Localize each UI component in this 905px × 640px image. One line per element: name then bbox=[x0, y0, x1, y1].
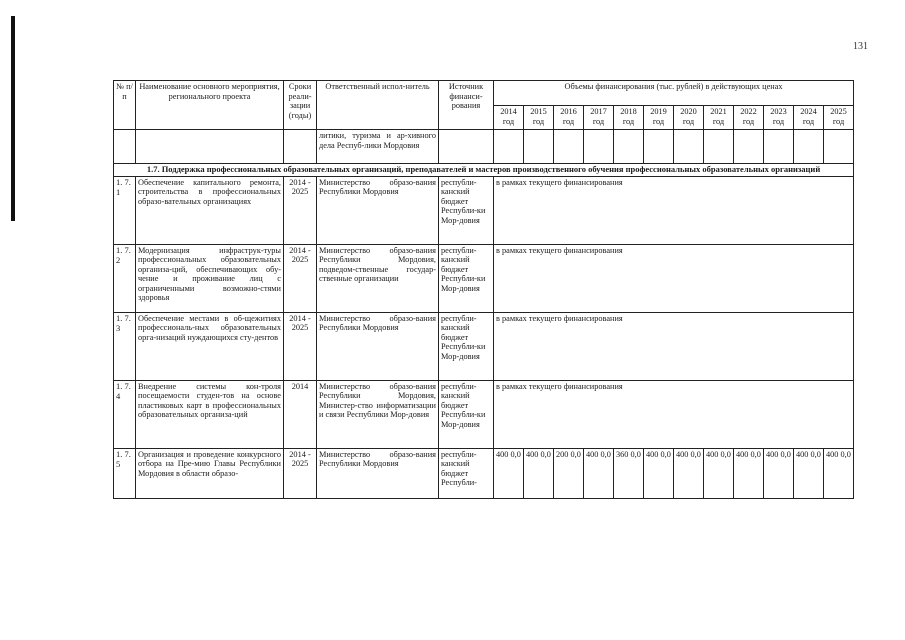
header-year: 2025 год bbox=[824, 106, 854, 130]
cell-value bbox=[734, 130, 764, 164]
cell-value bbox=[584, 130, 614, 164]
header-year: 2020 год bbox=[674, 106, 704, 130]
cell-name bbox=[136, 130, 284, 164]
cell-term: 2014 - 2025 bbox=[284, 448, 317, 498]
table-row bbox=[114, 312, 854, 380]
header-year: 2019 год bbox=[644, 106, 674, 130]
header-year: 2014 год bbox=[494, 106, 524, 130]
table-row bbox=[114, 176, 854, 244]
cell-responsible: Министерство образо-вания Республики Мордовия, подведом-ственные государ-ственные организации bbox=[317, 244, 439, 312]
cell-value: 400 0,0 bbox=[764, 448, 794, 498]
binding-bar bbox=[11, 16, 15, 221]
cell-name: Организация и проведение конкурсного отбора на Пре-мию Главы Республики Мордовия в области образо- bbox=[136, 448, 284, 498]
cell-name: Обеспечение капитального ремонта, строительства в профессиональных образо-вательных организациях bbox=[136, 176, 284, 244]
header-year: 2022 год bbox=[734, 106, 764, 130]
cell-source: республи-канский бюджет Республи-ки Мор-довия bbox=[439, 312, 494, 380]
cell-name: Внедрение системы кон-троля посещаемости студен-тов на основе пластиковых карт в профессиональных образовательных организа-ций bbox=[136, 380, 284, 448]
cell-value bbox=[824, 130, 854, 164]
cell-value: 400 0,0 bbox=[644, 448, 674, 498]
header-year: 2015 год bbox=[524, 106, 554, 130]
cell-responsible: Министерство образо-вания Республики Мордовия bbox=[317, 312, 439, 380]
cell-term: 2014 - 2025 bbox=[284, 312, 317, 380]
funding-table bbox=[113, 80, 854, 499]
cell-funding: в рамках текущего финансирования bbox=[494, 380, 854, 448]
table-row bbox=[114, 448, 854, 498]
header-year: 2023 год bbox=[764, 106, 794, 130]
header-no: № п/ п bbox=[114, 81, 136, 130]
header-funding: Объемы финансирования (тыс. рублей) в действующих ценах bbox=[494, 81, 854, 106]
cell-term bbox=[284, 130, 317, 164]
cell-no bbox=[114, 130, 136, 164]
cell-value bbox=[494, 130, 524, 164]
cell-value bbox=[764, 130, 794, 164]
cell-term: 2014 - 2025 bbox=[284, 244, 317, 312]
cell-source bbox=[439, 130, 494, 164]
cell-funding: в рамках текущего финансирования bbox=[494, 312, 854, 380]
header-source: Источник финанси-рования bbox=[439, 81, 494, 130]
cell-value: 400 0,0 bbox=[794, 448, 824, 498]
cell-name: Обеспечение местами в об-щежитиях профессиональ-ных образовательных орга-низаций нуждающихся сту-дентов bbox=[136, 312, 284, 380]
header-term: Сроки реали-зации (годы) bbox=[284, 81, 317, 130]
table-row bbox=[114, 380, 854, 448]
page-number: 131 bbox=[853, 41, 868, 52]
header-responsible: Ответственный испол-нитель bbox=[317, 81, 439, 130]
cell-source: республи-канский бюджет Республи- bbox=[439, 448, 494, 498]
cell-value: 400 0,0 bbox=[704, 448, 734, 498]
cell-source: республи-канский бюджет Республи-ки Мор-довия bbox=[439, 176, 494, 244]
header-year: 2018 год bbox=[614, 106, 644, 130]
cell-source: республи-канский бюджет Республи-ки Мор-довия bbox=[439, 380, 494, 448]
cell-no: 1. 7. 5 bbox=[114, 448, 136, 498]
cell-value bbox=[704, 130, 734, 164]
table-row bbox=[114, 130, 854, 164]
cell-responsible: литики, туризма и ар-хивного дела Респуб-лики Мордовия bbox=[317, 130, 439, 164]
table-row bbox=[114, 244, 854, 312]
cell-value: 200 0,0 bbox=[554, 448, 584, 498]
cell-value: 360 0,0 bbox=[614, 448, 644, 498]
cell-responsible: Министерство образо-вания Республики Мордовия bbox=[317, 448, 439, 498]
cell-no: 1. 7. 1 bbox=[114, 176, 136, 244]
cell-funding: в рамках текущего финансирования bbox=[494, 244, 854, 312]
cell-funding: в рамках текущего финансирования bbox=[494, 176, 854, 244]
section-title: 1.7. Поддержка профессиональных образовательных организаций, преподавателей и мастеров производственного обучения профессиональных образовательных организаций bbox=[114, 164, 854, 177]
cell-responsible: Министерство образо-вания Республики Мордовия, Министер-ство информатизации и связи Республики Мор-довия bbox=[317, 380, 439, 448]
cell-value bbox=[674, 130, 704, 164]
cell-value bbox=[554, 130, 584, 164]
header-year: 2024 год bbox=[794, 106, 824, 130]
cell-value: 400 0,0 bbox=[524, 448, 554, 498]
cell-responsible: Министерство образо-вания Республики Мордовия bbox=[317, 176, 439, 244]
cell-value: 400 0,0 bbox=[734, 448, 764, 498]
header-name: Наименование основного мероприятия, регионального проекта bbox=[136, 81, 284, 130]
cell-term: 2014 bbox=[284, 380, 317, 448]
cell-name: Модернизация инфраструк-туры профессиональных образовательных организа-ций, обеспечивающих обу-чение и проживание лиц с ограниченными возможно-стями здоровья bbox=[136, 244, 284, 312]
cell-value bbox=[614, 130, 644, 164]
cell-no: 1. 7. 3 bbox=[114, 312, 136, 380]
cell-value: 400 0,0 bbox=[584, 448, 614, 498]
cell-value: 400 0,0 bbox=[674, 448, 704, 498]
cell-source: республи-канский бюджет Республи-ки Мор-довия bbox=[439, 244, 494, 312]
cell-no: 1. 7. 2 bbox=[114, 244, 136, 312]
cell-value bbox=[644, 130, 674, 164]
cell-no: 1. 7. 4 bbox=[114, 380, 136, 448]
cell-value: 400 0,0 bbox=[824, 448, 854, 498]
cell-value: 400 0,0 bbox=[494, 448, 524, 498]
header-year: 2021 год bbox=[704, 106, 734, 130]
cell-value bbox=[794, 130, 824, 164]
cell-term: 2014 - 2025 bbox=[284, 176, 317, 244]
header-year: 2017 год bbox=[584, 106, 614, 130]
cell-value bbox=[524, 130, 554, 164]
header-year: 2016 год bbox=[554, 106, 584, 130]
